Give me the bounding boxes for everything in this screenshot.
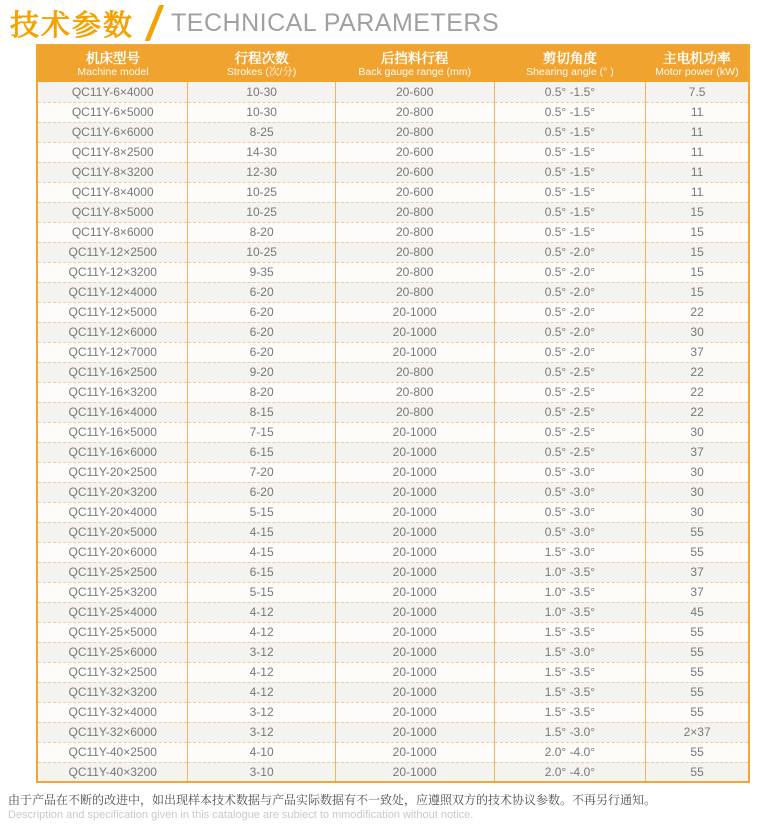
- table-cell: 6-20: [188, 482, 335, 502]
- table-cell: 0.5° -1.5°: [494, 82, 646, 102]
- table-cell: 1.5° -3.0°: [494, 542, 646, 562]
- table-cell: 4-12: [188, 662, 335, 682]
- table-cell: 8-15: [188, 402, 335, 422]
- table-cell: 10-25: [188, 242, 335, 262]
- table-cell: 55: [646, 522, 749, 542]
- table-cell: QC11Y-40×3200: [37, 762, 188, 782]
- table-cell: 3-12: [188, 702, 335, 722]
- col-header-en: Motor power (kW): [655, 65, 739, 78]
- table-cell: 7.5: [646, 82, 749, 102]
- table-row: [37, 302, 749, 322]
- table-cell: 20-1000: [335, 602, 494, 622]
- col-header-en: Back gauge range (mm): [358, 65, 472, 78]
- table-cell: 37: [646, 342, 749, 362]
- table-cell: 20-1000: [335, 562, 494, 582]
- table-cell: 6-20: [188, 302, 335, 322]
- table-cell: 1.0° -3.5°: [494, 562, 646, 582]
- table-cell: 20-600: [335, 82, 494, 102]
- table-cell: 20-600: [335, 182, 494, 202]
- table-cell: QC11Y-16×6000: [37, 442, 188, 462]
- page-header: [0, 0, 780, 44]
- table-cell: 55: [646, 622, 749, 642]
- table-cell: 20-1000: [335, 682, 494, 702]
- table-row: [37, 222, 749, 242]
- table-row: [37, 482, 749, 502]
- table-cell: 9-20: [188, 362, 335, 382]
- table-cell: 6-20: [188, 322, 335, 342]
- col-header-zh: 主电机功率: [663, 50, 731, 66]
- table-cell: QC11Y-16×5000: [37, 422, 188, 442]
- table-cell: 55: [646, 662, 749, 682]
- table-cell: QC11Y-12×3200: [37, 262, 188, 282]
- table-cell: 9-35: [188, 262, 335, 282]
- table-cell: QC11Y-16×4000: [37, 402, 188, 422]
- table-header: [37, 45, 749, 82]
- table-cell: 20-800: [335, 242, 494, 262]
- col-header-back-gauge-range: [335, 45, 494, 82]
- table-row: [37, 182, 749, 202]
- disclaimer-footer: [8, 792, 770, 823]
- table-row: [37, 762, 749, 782]
- table-cell: 0.5° -1.5°: [494, 202, 646, 222]
- table-cell: 2×37: [646, 722, 749, 742]
- table-cell: QC11Y-12×6000: [37, 322, 188, 342]
- table-cell: 0.5° -2.0°: [494, 262, 646, 282]
- table-cell: 7-15: [188, 422, 335, 442]
- table-cell: QC11Y-25×4000: [37, 602, 188, 622]
- table-cell: 2.0° -4.0°: [494, 762, 646, 782]
- table-row: [37, 562, 749, 582]
- table-cell: 20-1000: [335, 742, 494, 762]
- table-cell: 8-20: [188, 382, 335, 402]
- table-cell: 30: [646, 502, 749, 522]
- table-cell: 20-1000: [335, 302, 494, 322]
- table-cell: 1.0° -3.5°: [494, 582, 646, 602]
- col-header-zh: 行程次数: [234, 50, 289, 66]
- table-cell: 0.5° -2.0°: [494, 282, 646, 302]
- table-cell: 22: [646, 362, 749, 382]
- table-cell: 30: [646, 462, 749, 482]
- table-row: [37, 542, 749, 562]
- table-row: [37, 262, 749, 282]
- table-cell: QC11Y-8×6000: [37, 222, 188, 242]
- table-row: [37, 422, 749, 442]
- table-row: [37, 662, 749, 682]
- table-row: [37, 442, 749, 462]
- page-title-zh: 技术参数: [10, 9, 135, 42]
- table-cell: 20-1000: [335, 522, 494, 542]
- table-cell: QC11Y-20×2500: [37, 462, 188, 482]
- table-cell: 4-15: [188, 542, 335, 562]
- table-row: [37, 682, 749, 702]
- table-cell: 0.5° -2.5°: [494, 442, 646, 462]
- table-cell: 5-15: [188, 582, 335, 602]
- table-row: [37, 502, 749, 522]
- table-cell: 1.0° -3.5°: [494, 602, 646, 622]
- table-cell: 4-12: [188, 622, 335, 642]
- table-cell: QC11Y-25×5000: [37, 622, 188, 642]
- table-cell: QC11Y-6×5000: [37, 102, 188, 122]
- table-cell: 20-1000: [335, 322, 494, 342]
- col-header-strokes: [188, 45, 335, 82]
- table-cell: 4-12: [188, 682, 335, 702]
- table-cell: QC11Y-12×4000: [37, 282, 188, 302]
- table-cell: 6-15: [188, 442, 335, 462]
- table-cell: 0.5° -1.5°: [494, 142, 646, 162]
- table-row: [37, 642, 749, 662]
- table-row: [37, 622, 749, 642]
- table-cell: 1.5° -3.5°: [494, 702, 646, 722]
- table-row: [37, 702, 749, 722]
- technical-parameters-table: [36, 44, 750, 783]
- table-cell: 20-800: [335, 362, 494, 382]
- table-cell: 0.5° -2.5°: [494, 382, 646, 402]
- table-cell: 20-800: [335, 202, 494, 222]
- table-cell: 1.5° -3.5°: [494, 622, 646, 642]
- table-cell: 14-30: [188, 142, 335, 162]
- table-cell: 4-15: [188, 522, 335, 542]
- table-cell: 20-1000: [335, 442, 494, 462]
- table-cell: 3-12: [188, 642, 335, 662]
- col-header-en: Shearing angle (° ): [526, 65, 614, 78]
- table-cell: 4-10: [188, 742, 335, 762]
- table-cell: 1.5° -3.5°: [494, 682, 646, 702]
- table-cell: 0.5° -1.5°: [494, 182, 646, 202]
- table-cell: 0.5° -2.5°: [494, 402, 646, 422]
- table-cell: 30: [646, 422, 749, 442]
- col-header-zh: 后挡料行程: [380, 50, 449, 66]
- table-cell: 20-1000: [335, 582, 494, 602]
- table-cell: 55: [646, 642, 749, 662]
- table-cell: QC11Y-20×5000: [37, 522, 188, 542]
- table-cell: 8-25: [188, 122, 335, 142]
- table-cell: QC11Y-32×2500: [37, 662, 188, 682]
- table-cell: QC11Y-20×4000: [37, 502, 188, 522]
- table-cell: 30: [646, 482, 749, 502]
- table-row: [37, 122, 749, 142]
- table-cell: 4-12: [188, 602, 335, 622]
- table-cell: 20-600: [335, 162, 494, 182]
- table-cell: 55: [646, 542, 749, 562]
- table-cell: 0.5° -3.0°: [494, 502, 646, 522]
- table-cell: 15: [646, 262, 749, 282]
- table-row: [37, 102, 749, 122]
- table-cell: 15: [646, 222, 749, 242]
- table-cell: 0.5° -2.0°: [494, 322, 646, 342]
- col-header-en: Machine model: [77, 65, 149, 78]
- table-cell: QC11Y-8×4000: [37, 182, 188, 202]
- table-row: [37, 142, 749, 162]
- col-header-en: Strokes (次/分): [226, 65, 297, 78]
- table-row: [37, 522, 749, 542]
- table-cell: 20-600: [335, 142, 494, 162]
- table-cell: 30: [646, 322, 749, 342]
- col-header-zh: 机床型号: [85, 50, 140, 66]
- table-cell: 7-20: [188, 462, 335, 482]
- table-cell: 6-15: [188, 562, 335, 582]
- table-cell: QC11Y-25×2500: [37, 562, 188, 582]
- table-cell: 20-1000: [335, 422, 494, 442]
- table-cell: 5-15: [188, 502, 335, 522]
- table-cell: 55: [646, 682, 749, 702]
- table-cell: 0.5° -3.0°: [494, 462, 646, 482]
- table-cell: 11: [646, 122, 749, 142]
- table-cell: QC11Y-12×5000: [37, 302, 188, 322]
- table-cell: QC11Y-40×2500: [37, 742, 188, 762]
- table-cell: QC11Y-6×4000: [37, 82, 188, 102]
- table-cell: 15: [646, 202, 749, 222]
- table-cell: 1.5° -3.0°: [494, 722, 646, 742]
- col-header-zh: 剪切角度: [542, 50, 597, 66]
- table-cell: 22: [646, 402, 749, 422]
- table-cell: 11: [646, 162, 749, 182]
- table-row: [37, 242, 749, 262]
- table-cell: 20-800: [335, 402, 494, 422]
- table-row: [37, 602, 749, 622]
- table-body: [37, 82, 749, 782]
- col-header-machine-model: [37, 45, 188, 82]
- table-cell: 20-1000: [335, 342, 494, 362]
- table-row: [37, 582, 749, 602]
- table-cell: QC11Y-8×3200: [37, 162, 188, 182]
- table-cell: 0.5° -1.5°: [494, 222, 646, 242]
- table-cell: 8-20: [188, 222, 335, 242]
- table-cell: 3-10: [188, 762, 335, 782]
- table-cell: 6-20: [188, 282, 335, 302]
- table-row: [37, 322, 749, 342]
- table-cell: 0.5° -2.0°: [494, 342, 646, 362]
- table-cell: 0.5° -2.0°: [494, 302, 646, 322]
- table-row: [37, 382, 749, 402]
- table-cell: 37: [646, 562, 749, 582]
- table-cell: 10-25: [188, 182, 335, 202]
- table-cell: QC11Y-12×2500: [37, 242, 188, 262]
- table-cell: 10-25: [188, 202, 335, 222]
- table-cell: QC11Y-20×3200: [37, 482, 188, 502]
- table-cell: 55: [690, 764, 704, 779]
- table-cell: 20-800: [335, 102, 494, 122]
- table-cell: 20-1000: [335, 762, 494, 782]
- disclaimer-en: Description and specification given in this catalogue are subiect to mmodification without notice.: [8, 809, 474, 821]
- table-cell: 1.5° -3.5°: [494, 662, 646, 682]
- table-cell: QC11Y-8×5000: [37, 202, 188, 222]
- table-cell: 20-1000: [335, 662, 494, 682]
- table-cell: 20-1000: [335, 722, 494, 742]
- table-cell: QC11Y-16×3200: [37, 382, 188, 402]
- table-cell: QC11Y-8×2500: [37, 142, 188, 162]
- table-cell: 20-1000: [335, 622, 494, 642]
- table-cell: 55: [646, 742, 749, 762]
- table-cell: 12-30: [188, 162, 335, 182]
- table-cell: 6-20: [188, 342, 335, 362]
- table-cell: QC11Y-32×3200: [37, 682, 188, 702]
- table-cell: 10-30: [188, 102, 335, 122]
- table-cell: 20-1000: [335, 702, 494, 722]
- table-cell: 0.5° -2.5°: [494, 362, 646, 382]
- table-cell: 15: [646, 282, 749, 302]
- table-cell: 0.5° -1.5°: [494, 102, 646, 122]
- table-cell: QC11Y-25×3200: [37, 582, 188, 602]
- table-cell: QC11Y-16×2500: [37, 362, 188, 382]
- table-row: [37, 282, 749, 302]
- table-cell: 20-1000: [335, 482, 494, 502]
- table-cell: QC11Y-6×6000: [37, 122, 188, 142]
- table-cell: 0.5° -3.0°: [494, 522, 646, 542]
- table-row: [37, 742, 749, 762]
- table-row: [37, 402, 749, 422]
- table-cell: QC11Y-32×6000: [37, 722, 188, 742]
- table-cell: 20-1000: [335, 542, 494, 562]
- table-cell: QC11Y-32×4000: [37, 702, 188, 722]
- table-cell: 55: [646, 702, 749, 722]
- table-row: [37, 162, 749, 182]
- col-header-shearing-angle: [494, 45, 646, 82]
- table-cell: 11: [646, 182, 749, 202]
- table-cell: QC11Y-20×6000: [37, 542, 188, 562]
- table-cell: 37: [646, 582, 749, 602]
- table-cell: 11: [646, 142, 749, 162]
- table-cell: 1.5° -3.0°: [494, 642, 646, 662]
- table-cell: 20-800: [335, 262, 494, 282]
- table-row: [37, 202, 749, 222]
- table-cell: 0.5° -3.0°: [494, 482, 646, 502]
- table-cell: 3-12: [188, 722, 335, 742]
- table-cell: 20-1000: [335, 462, 494, 482]
- table-row: [37, 342, 749, 362]
- table-row: [37, 722, 749, 742]
- table-cell: QC11Y-12×7000: [37, 342, 188, 362]
- table-cell: 0.5° -1.5°: [494, 122, 646, 142]
- table-cell: QC11Y-25×6000: [37, 642, 188, 662]
- table-cell: 11: [646, 102, 749, 122]
- table-cell: 22: [646, 382, 749, 402]
- table-cell: 2.0° -4.0°: [494, 742, 646, 762]
- table-cell: 20-800: [335, 382, 494, 402]
- table-cell: 22: [646, 302, 749, 322]
- table-cell: 15: [646, 242, 749, 262]
- col-header-motor-power: [646, 45, 749, 82]
- table-cell: 0.5° -2.0°: [494, 242, 646, 262]
- table-row: [37, 362, 749, 382]
- table-cell: 0.5° -1.5°: [494, 162, 646, 182]
- table-row: [37, 462, 749, 482]
- table-cell: 10-30: [188, 82, 335, 102]
- table-cell: 20-1000: [335, 642, 494, 662]
- table-cell: 20-800: [335, 122, 494, 142]
- table-cell: 0.5° -2.5°: [494, 422, 646, 442]
- table-row: [37, 82, 749, 102]
- table-cell: 45: [646, 602, 749, 622]
- slash-divider-icon: [145, 5, 165, 41]
- table-cell: 20-800: [335, 222, 494, 242]
- table-cell: 20-800: [335, 282, 494, 302]
- table-cell: 37: [646, 442, 749, 462]
- disclaimer-zh: 由于产品在不断的改进中，如出现样本技术数据与产品实际数据有不一致处，应遵照双方的技术协议参数。不再另行通知。: [8, 793, 657, 807]
- table-cell: 20-1000: [335, 502, 494, 522]
- page-title-en: TECHNICAL PARAMETERS: [171, 8, 500, 37]
